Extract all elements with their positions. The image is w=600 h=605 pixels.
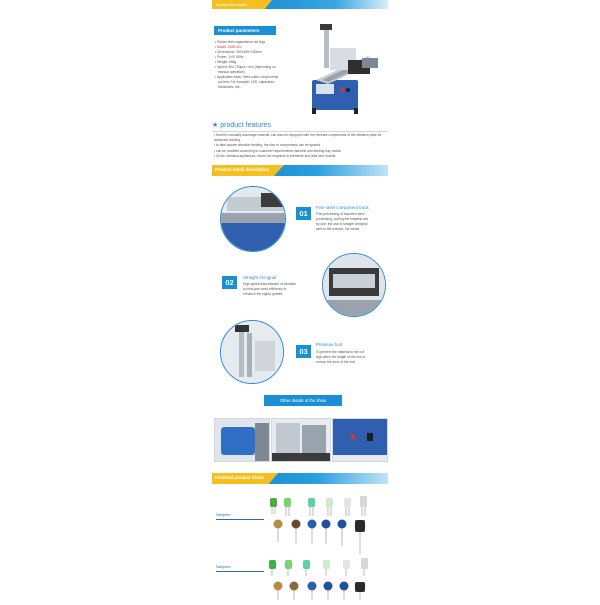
detail-photo-3 — [332, 418, 388, 462]
product-features-title: ★ product features — [212, 122, 271, 129]
param-item: manual operation) — [218, 70, 245, 74]
feature-02-title: Straight chrognal — [243, 275, 277, 280]
param-item: • Model: SMD-001 — [215, 45, 242, 49]
param-item: • Weight: 68kg — [215, 60, 237, 64]
feature-item: • to take square vibration feeding, the size of components can be spaced. — [214, 143, 322, 148]
product-features-list — [214, 133, 386, 159]
feature-02-number: 02 — [222, 276, 237, 289]
top-banner-label: Equipment model — [216, 1, 248, 7]
samples-label-1: Samples: — [216, 513, 231, 517]
detail-description-title: Product detail description — [215, 167, 270, 172]
detail-photo-1 — [214, 418, 270, 462]
feature-02-photo — [322, 253, 386, 317]
machine-photo — [302, 18, 386, 116]
feature-03-photo — [220, 320, 284, 384]
other-details-button[interactable]: Other details of the show — [264, 395, 342, 406]
feature-01-number: 01 — [296, 207, 311, 220]
param-item: • Speed: 500-750pcs / min (depending on — [215, 65, 276, 69]
sample-components-1 — [266, 494, 386, 556]
feature-03-number: 03 — [296, 345, 311, 358]
divider — [212, 131, 388, 132]
product-parameters-title: Product parameters — [214, 26, 276, 35]
sample-components-2 — [266, 556, 386, 600]
param-item: • Router feed capacitance cut legs — [215, 40, 266, 44]
finished-product-banner — [212, 473, 388, 484]
param-item: • Dimensions: 390×450×150mm — [215, 50, 262, 54]
feature-item: • Cross: identical appliances, return not response to elements and lead wire boards. — [214, 153, 337, 158]
feature-01-text: Fine processing of imported steel processing, sorting the material one by one, the use of straight chrognal sent to the incision, the whole — [316, 212, 369, 231]
param-item: transistors, etc... — [218, 85, 243, 89]
feature-03-title: Pressure foot — [316, 342, 343, 347]
feature-item: • can be modified according to customer requirements machine and feeding tray molds. — [214, 148, 342, 153]
feature-03-text: To prevent the material in the cut legs when the length of the foot to reduce the error of the foot — [316, 350, 366, 364]
feature-02-text: High speed transmission of vibration so that your work efficiency to enhance the higher grades. — [243, 282, 297, 296]
product-parameters-list — [215, 40, 303, 90]
param-item: • Application back / feed cutter components — [215, 75, 279, 79]
feature-01-photo — [220, 186, 286, 252]
finished-product-title: Finished product Show — [215, 475, 264, 480]
param-item: cut feet: For example: LED, capacitors, — [218, 80, 275, 84]
feature-item: • feed for manually discharge material, can also be equipped with the relevant components of the vibration plate for automatic feeding. — [214, 133, 382, 143]
detail-description-banner — [212, 165, 388, 176]
feature-01-title: Fine steel component track — [316, 205, 369, 210]
samples-label-2: Samples: — [216, 565, 231, 569]
samples-underline — [216, 571, 264, 572]
detail-photo-2 — [271, 418, 331, 462]
product-page — [212, 0, 388, 600]
param-item: • Power: 1/4V 50Hz — [215, 55, 244, 59]
samples-underline — [216, 519, 264, 520]
top-banner — [212, 0, 388, 9]
star-icon: ★ — [212, 122, 219, 129]
